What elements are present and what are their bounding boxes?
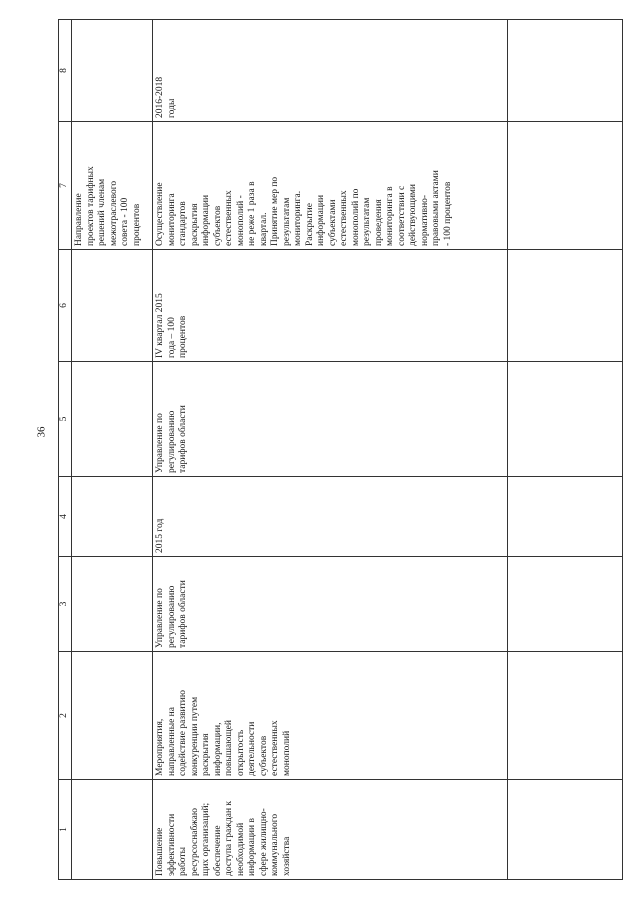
- table-cell-responsible: Управление по регулированию тарифов области: [153, 557, 508, 652]
- column-number-7: 7: [59, 122, 72, 250]
- table-cell-period: 2016-2018 годы: [153, 20, 508, 122]
- table-cell: [72, 652, 153, 780]
- column-number-row: [59, 20, 72, 880]
- table-cell: [508, 780, 623, 880]
- column-number-1: 1: [59, 780, 72, 880]
- table-cell-tariff-decisions: Направление проектов тарифных решений членам межотраслевого совета - 100 процентов: [72, 122, 153, 250]
- page-number: 36: [35, 426, 48, 438]
- table-cell: [508, 557, 623, 652]
- table-cell-result: Осуществление мониторинга стандартов раскрытия информации субъектов естественных монополий - не реже 1 раза в квартал. Принятие мер по результатам мониторинга. Раскрытие информации субъектами естественных монополий по результатам проведения мониторинга в соответствии с действующими нормативно- правовыми актами - 100 процентов: [153, 122, 508, 250]
- column-number-2: 2: [59, 652, 72, 780]
- table-cell: [72, 780, 153, 880]
- table-row-measure: [153, 20, 508, 880]
- table-cell: [72, 477, 153, 557]
- table-cell: [508, 362, 623, 477]
- table-cell-goal: Повышение эффективности работы ресурсоснабжаю щих организаций; обеспечение доступа граждан к необходимой информации в сфере жилищно- коммунального хозяйства: [153, 780, 508, 880]
- column-number-6: 6: [59, 250, 72, 362]
- table-cell: [72, 362, 153, 477]
- table-cell-executor: Управление по регулированию тарифов области: [153, 362, 508, 477]
- table-cell: [508, 20, 623, 122]
- table-cell: [72, 20, 153, 122]
- table-cell: [508, 652, 623, 780]
- column-number-8: 8: [59, 20, 72, 122]
- table-cell: [508, 250, 623, 362]
- measures-table: [58, 20, 623, 880]
- column-number-4: 4: [59, 477, 72, 557]
- table-cell: [508, 477, 623, 557]
- column-number-3: 3: [59, 557, 72, 652]
- table-row-continuation: [72, 20, 153, 880]
- table-cell: [508, 122, 623, 250]
- table-cell-year: 2015 год: [153, 477, 508, 557]
- table-cell: [72, 557, 153, 652]
- table-cell: [72, 250, 153, 362]
- column-number-5: 5: [59, 362, 72, 477]
- table-row-empty: [508, 20, 623, 880]
- table-cell-deadline: IV квартал 2015 года – 100 процентов: [153, 250, 508, 362]
- table-cell-measure: Мероприятия, направленные на содействие развитию конкуренции путем раскрытия информации, повышающей открытость деятельности субъектов естественных монополий: [153, 652, 508, 780]
